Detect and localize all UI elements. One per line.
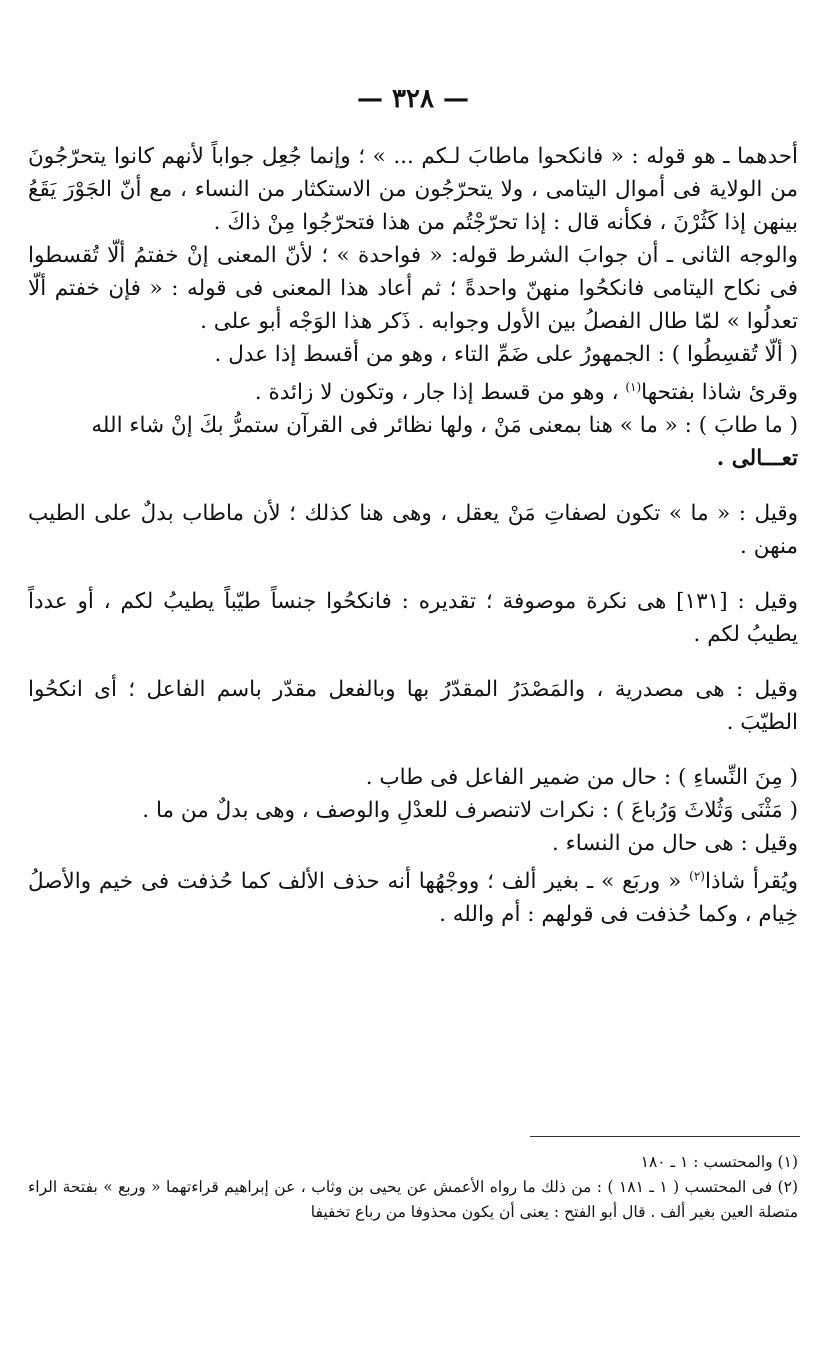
- paragraph-first-answer: أحدهما ـ هو قوله : « فانكحوا ماطابَ لـكم ... » ؛ وإنما جُعِل جواباً لأنهم كانوا يتحرّجُونَ من الولاية فى أموال اليتامى ، ولا يتحرّجُون من الاستكثار من النساء ، مع أنّ الجَوْرَ يَقَعُ بينهن إذا كَثُرْنَ ، فكأنه قال : إذا تحرّجْتُم من هذا فتحرّجُوا مِنْ ذاكَ .: [28, 144, 798, 235]
- paragraph-rubaa-rest: « وربَع » ـ بغير ألف ؛ ووجْهُها أنه حذف الألف كما حُذفت فى خيم والأصلُ خِيام ، وكما حُذفت فى قولهم : أم والله .: [28, 869, 798, 928]
- paragraph-shadh-reading: [28, 371, 798, 409]
- footnotes: [28, 1150, 798, 1225]
- paragraph-nakira: وقيل : [١٣١] هى نكرة موصوفة ؛ تقديره : فانكحُوا جنساً طيّباً يطيبُ لكم ، أو عدداً يطيبُ لكم .: [28, 589, 798, 648]
- paragraph-shadh-reading-text: وقرئ شاذا بفتحها: [641, 380, 798, 406]
- paragraph-ma-taba-text: ( ما طابَ ) : « ما » هنا بمعنى مَنْ ، ولها نظائر فى القرآن ستمرُّ بكَ إنْ شاء الله: [91, 413, 798, 439]
- main-text: [28, 140, 798, 931]
- paragraph-rubaa-reading: [28, 860, 798, 931]
- footnote-1: (١) والمحتسب : ١ ـ ١٨٠: [640, 1153, 798, 1171]
- footnote-2: (٢) فى المحتسب ( ١ ـ ١٨١ ) : من ذلك ما رواه الأعمش عن يحيى بن وثاب ، عن إبراهيم قراءتهما « وربع » بفتحة الراء متصلة العين بغير ألف . قال أبو الفتح : يعنى أن يكون محذوفا من رباع تخفيفا: [28, 1178, 798, 1221]
- footnote-ref-1: (١): [625, 380, 642, 394]
- paragraph-ma-taba: [28, 409, 798, 475]
- paragraph-second-answer: والوجه الثانى ـ أن جوابَ الشرط قوله: « فواحدة » ؛ لأنّ المعنى إنْ خفتمُ ألّا تُقسطوا فى نكاح اليتامى فانكحُوا منهنّ واحدةً ؛ ثم أعاد هذا المعنى فى قوله : « فإن خفتم ألّا تعدلُوا » لمّا طال الفصلُ بين الأول وجوابه . ذَكر هذا الوَجْه أبو على .: [28, 243, 798, 334]
- paragraph-ma-taba-tail: تعـــالى .: [716, 446, 798, 472]
- footnote-divider: [530, 1136, 800, 1137]
- paragraph-rubaa-text: ويُقرأ شاذا: [704, 869, 799, 895]
- paragraph-ma-sifat: وقيل : « ما » تكون لصفاتِ مَنْ يعقل ، وهى هنا كذلك ؛ لأن ماطاب بدلٌ على الطيب منهن .: [28, 501, 798, 560]
- footnote-ref-2: (٢): [689, 869, 705, 884]
- paragraph-tuqsitu: ( ألّا تُقسِطُوا ) : الجمهورُ على ضَمِّ التاء ، وهو من أقسط إذا عدل .: [214, 342, 798, 367]
- page-number: — ٣٢٨ —: [356, 84, 470, 114]
- paragraph-min-annisa: ( مِنَ النِّساءِ ) : حال من ضمير الفاعل فى طاب .: [365, 765, 798, 791]
- paragraph-masdariya: وقيل : هى مصدرية ، والمَصْدَرُ المقدّرُ بها وبالفعل مقدّر باسم الفاعل ؛ أى انكحُوا الطيّبَ .: [28, 677, 798, 736]
- paragraph-shadh-reading-rest: ، وهو من قسط إذا جار ، وتكون لا زائدة .: [254, 380, 626, 406]
- paragraph-mathna: ( مَثْنَى وَثُلاثَ وَرُباعَ ) : نكرات لاتنصرف للعدْلِ والوصف ، وهى بدلٌ من ما .: [142, 798, 798, 824]
- paragraph-hal: وقيل : هى حال من النساء .: [552, 831, 798, 857]
